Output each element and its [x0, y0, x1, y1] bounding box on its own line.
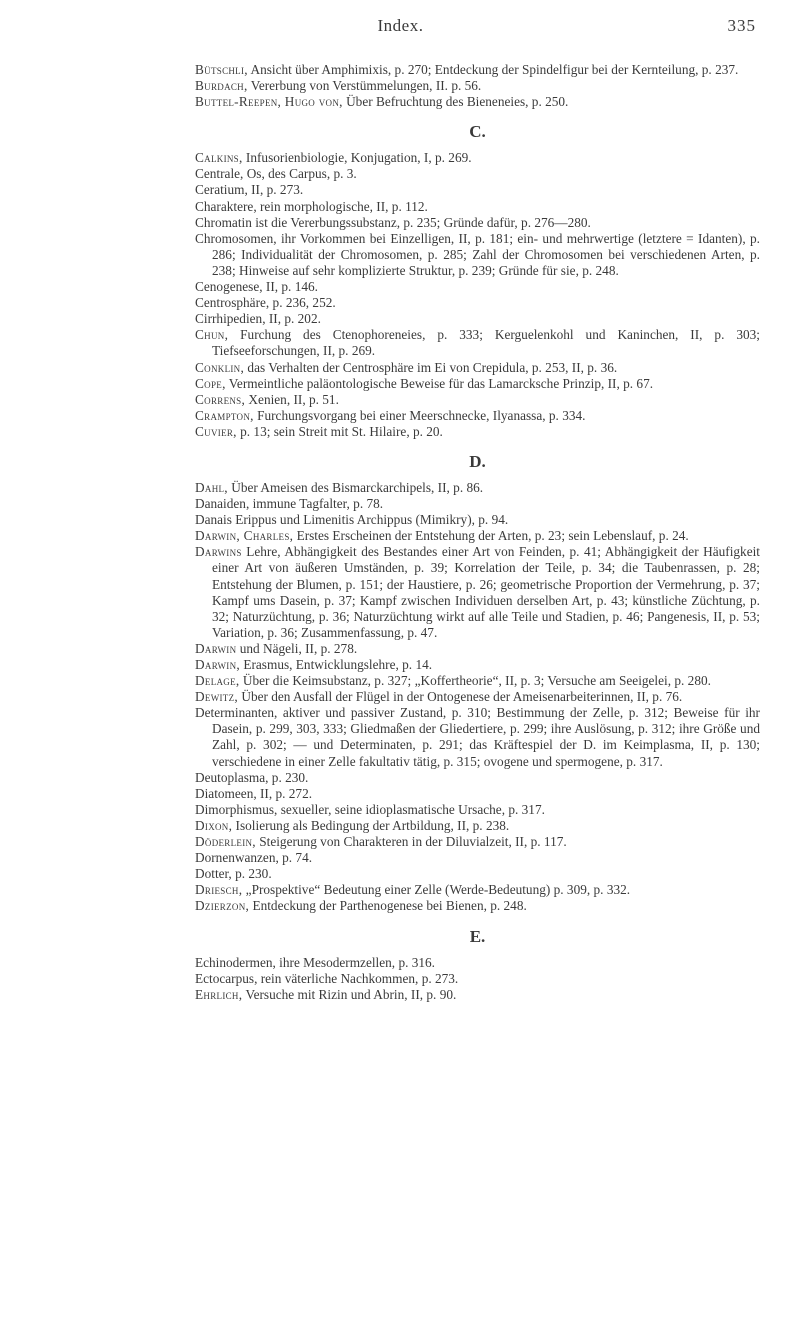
index-entry — [195, 544, 760, 641]
index-entry — [195, 231, 760, 279]
entry-text: Centrosphäre, p. 236, 252. — [195, 295, 336, 311]
entry-name: Darwin, Charles, — [195, 528, 294, 544]
index-entry — [195, 786, 760, 802]
entry-text: Über Ameisen des Bismarckarchipels, II, p. 86. — [227, 479, 484, 495]
entry-text: Charaktere, rein morphologische, II, p. 112. — [195, 198, 428, 214]
index-entry — [195, 424, 760, 440]
entry-text: Vermeintliche paläontologische Beweise für das Lamarcksche Prinzip, II, p. 67. — [225, 375, 654, 391]
index-entry — [195, 987, 760, 1003]
entry-text: Über den Ausfall der Flügel in der Ontogenese der Ameisenarbeiterinnen, II, p. 76. — [238, 689, 683, 705]
entry-name: Burdach, — [195, 78, 248, 94]
page-number: 335 — [727, 16, 756, 35]
index-entry — [195, 480, 760, 496]
index-entry — [195, 834, 760, 850]
index-entry — [195, 971, 760, 987]
index-entry — [195, 818, 760, 834]
entry-text: und Nägeli, II, p. 278. — [236, 640, 358, 656]
index-entry — [195, 78, 760, 94]
entry-text: Xenien, II, p. 51. — [245, 391, 339, 407]
entry-text: Dimorphismus, sexueller, seine idioplasmatische Ursache, p. 317. — [195, 801, 545, 817]
entry-text: Deutoplasma, p. 230. — [195, 769, 309, 785]
index-entry — [195, 955, 760, 971]
entry-text: „Prospektive“ Bedeutung einer Zelle (Werde-Bedeutung) p. 309, p. 332. — [242, 882, 631, 898]
entry-text: p. 13; sein Streit mit St. Hilaire, p. 20. — [236, 423, 443, 439]
index-entry — [195, 392, 760, 408]
entry-text: Echinodermen, ihre Mesodermzellen, p. 316. — [195, 954, 436, 970]
entry-text: Furchung des Ctenophoreneies, p. 333; Kerguelenkohl und Kaninchen, II, p. 303; Tiefseeforschungen, II, p. 269. — [212, 327, 760, 359]
index-entry — [195, 182, 760, 198]
index-entry — [195, 376, 760, 392]
page-header — [0, 16, 801, 40]
index-entry — [195, 528, 760, 544]
index-entry — [195, 279, 760, 295]
entry-name: Conklin, — [195, 359, 245, 375]
entry-text: Dotter, p. 230. — [195, 866, 272, 882]
entry-text: Entdeckung der Parthenogenese bei Bienen, p. 248. — [249, 898, 527, 914]
entry-name: Darwin, — [195, 657, 241, 672]
index-entry — [195, 408, 760, 424]
index-entry — [195, 512, 760, 528]
index-entry — [195, 150, 760, 166]
entry-text: Cenogenese, II, p. 146. — [195, 279, 318, 295]
index-entry — [195, 641, 760, 657]
entry-name: Darwin — [195, 640, 237, 656]
index-entry — [195, 705, 760, 769]
entry-text: Ansicht über Amphimixis, p. 270; Entdeckung der Spindelfigur bei der Kernteilung, p. 237. — [247, 62, 739, 77]
entry-text: Über Befruchtung des Bieneneies, p. 250. — [342, 94, 569, 110]
index-entry — [195, 327, 760, 359]
entry-name: Delage, — [195, 673, 240, 689]
entry-name: Ehrlich, — [195, 986, 243, 1002]
entry-name: Crampton, — [195, 407, 254, 423]
entry-text: Chromosomen, ihr Vorkommen bei Einzelligen, II, p. 181; ein- und mehrwertige (letztere = Idanten), p. 286; Individualität der Chromosomen, p. 285; Zahl der Chromosomen bei verschiedenen Arten, p. 238; Hinweise auf sehr komplizierte Struktur, p. 239; Gründe für sie, p. 248. — [195, 230, 760, 278]
entry-name: Bütschli, — [195, 62, 248, 77]
section-letter: D. — [469, 451, 486, 471]
entry-text: Danaiden, immune Tagfalter, p. 78. — [195, 496, 384, 512]
entry-text: Lehre, Abhängigkeit des Bestandes einer Art von Feinden, p. 41; Abhängigkeit der Häufigkeit einer Art von äußeren Umständen, p. 39; Korrelation der Teile, p. 34; die Taubenrassen, p. 28; Entstehung der Blumen, p. 151; der Haustiere, p. 26; geometrische Proportion der Vermehrung, p. 37; Kampf ums Dasein, p. 37; Kampf zwischen Individuen derselben Art, p. 43; künstliche Züchtung, p. 32; Naturzüchtung, p. 36; Naturzüchtung wirkt auf alle Teile und Stadien, p. 46; Pangenesis, II, p. 53; Variation, p. 36; Zusammenfassung, p. 47. — [212, 544, 760, 640]
entry-text: Cirrhipedien, II, p. 202. — [195, 311, 321, 327]
index-entry — [195, 850, 760, 866]
entry-text: Danais Erippus und Limenitis Archippus (Mimikry), p. 94. — [195, 512, 509, 528]
entry-text: Steigerung von Charakteren in der Diluvialzeit, II, p. 117. — [255, 834, 567, 850]
index-entry — [195, 657, 760, 673]
entry-text: Infusorienbiologie, Konjugation, I, p. 269. — [242, 150, 472, 166]
entry-name: Dahl, — [195, 479, 228, 495]
entry-name: Dewitz, — [195, 689, 239, 705]
index-entry — [195, 898, 760, 914]
entry-text: Erasmus, Entwicklungslehre, p. 14. — [240, 657, 433, 672]
entry-text: Ceratium, II, p. 273. — [195, 182, 304, 198]
entry-name: Döderlein, — [195, 834, 256, 850]
entry-text: Isolierung als Bedingung der Artbildung, II, p. 238. — [232, 817, 510, 833]
index-entry — [195, 689, 760, 705]
running-title: Index. — [377, 16, 424, 35]
entry-name: Dixon, — [195, 817, 233, 833]
index-entry — [195, 311, 760, 327]
entry-name: Cope, — [195, 375, 226, 391]
entry-name: Dzierzon, — [195, 898, 250, 914]
entry-text: Versuche mit Rizin und Abrin, II, p. 90. — [242, 986, 457, 1002]
entry-text: Furchungsvorgang bei einer Meerschnecke, Ilyanassa, p. 334. — [253, 407, 586, 423]
index-entry — [195, 62, 760, 78]
entry-text: Ectocarpus, rein väterliche Nachkommen, p. 273. — [195, 970, 459, 986]
entry-text: Determinanten, aktiver und passiver Zustand, p. 310; Bestimmung der Zelle, p. 312; Beweise für ihr Dasein, p. 299, 303, 333; Gliedmaßen der Gliedertiere, p. 299; ihre Auslösung, p. 312; ihre Größe und Zahl, p. 302; — und Determinaten, p. 291; das Kräftespiel der D. im Keimplasma, II, p. 130; verschiedene in einer Zelle fakultativ tätig, p. 315; ovogene und spermogene, p. 317. — [195, 705, 760, 769]
entry-text: Centrale, Os, des Carpus, p. 3. — [195, 166, 357, 182]
index-entry — [195, 360, 760, 376]
entry-name: Darwins — [195, 544, 242, 560]
index-entry — [195, 770, 760, 786]
entry-name: Chun, — [195, 327, 229, 343]
index-entry — [195, 199, 760, 215]
entry-name: Calkins, — [195, 150, 243, 166]
entry-text: Dornenwanzen, p. 74. — [195, 850, 313, 866]
index-entry — [195, 94, 760, 110]
index-entry — [195, 882, 760, 898]
entry-text: das Verhalten der Centrosphäre im Ei von Crepidula, p. 253, II, p. 36. — [244, 359, 618, 375]
entry-name: Cuvier, — [195, 423, 237, 439]
section-letter: E. — [469, 926, 486, 946]
index-entry — [195, 295, 760, 311]
index-entry — [195, 866, 760, 882]
entry-name: Buttel-Reepen, Hugo von, — [195, 94, 343, 110]
index-entry — [195, 673, 760, 689]
entry-text: Erstes Erscheinen der Entstehung der Arten, p. 23; sein Lebenslauf, p. 24. — [293, 528, 689, 544]
entry-text: Chromatin ist die Vererbungssubstanz, p. 235; Gründe dafür, p. 276—280. — [195, 214, 591, 230]
entry-name: Driesch, — [195, 882, 243, 898]
entry-text: Diatomeen, II, p. 272. — [195, 785, 313, 801]
index-entry — [195, 802, 760, 818]
index-entry — [195, 166, 760, 182]
index-entry — [195, 215, 760, 231]
entry-name: Correns, — [195, 391, 246, 407]
index-entry — [195, 496, 760, 512]
section-letter: C. — [469, 122, 486, 142]
index-content — [195, 62, 760, 1003]
entry-text: Vererbung von Verstümmelungen, II. p. 56. — [247, 78, 482, 94]
entry-text: Über die Keimsubstanz, p. 327; „Koffertheorie“, II, p. 3; Versuche am Seeigelei, p. 280. — [239, 673, 711, 689]
